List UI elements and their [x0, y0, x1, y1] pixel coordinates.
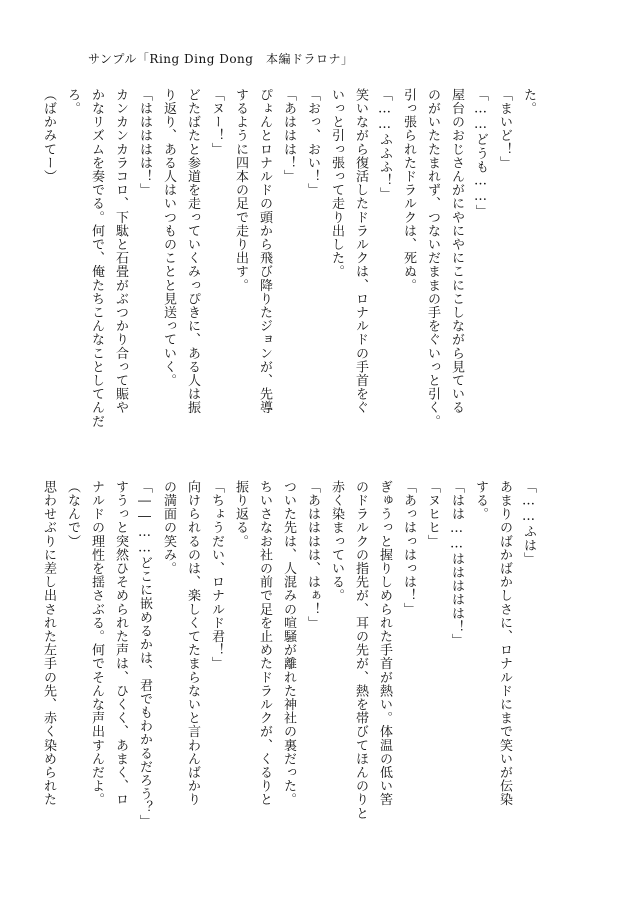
text-line: 屋台のおじさんがにやにやにこにこしながら見ている: [449, 88, 464, 415]
text-line: 「……ふは」: [521, 480, 536, 566]
text-line: 引っ張られたドラルクは、死ぬ。: [401, 88, 416, 292]
text-line: ぴょんとロナルドの頭から飛び降りたジョンが、先導: [257, 88, 272, 415]
text-line: いっと引っ張って走り出した。: [329, 88, 344, 279]
text-line: 笑いながら復活したドラルクは、ロナルドの手首をぐ: [353, 88, 368, 415]
text-line: のドラルクの指先が、耳の先が、熱を帯びてほんのりと: [353, 480, 368, 820]
text-line: の満面の笑み。: [161, 480, 176, 576]
text-line: する。: [473, 480, 488, 521]
text-line: すうっと突然ひそめられた声は、ひくく、あまく、ロ: [113, 480, 128, 807]
text-line: 「あっはっはっは！」: [401, 480, 416, 616]
text-line: ろ。: [65, 88, 80, 116]
text-line: 「ヌー！」: [209, 88, 224, 156]
text-line: 「ヌヒヒ」: [425, 480, 440, 548]
text-line: 「……ふふふ！」: [377, 88, 392, 201]
text-line: り返り、ある人はいつものことと見送っていく。: [161, 88, 176, 388]
text-line: かなリズムを奏でる。何で、俺たちこんなことしてんだ: [89, 88, 104, 428]
text-line: どたばたと参道を走っていくみっぴきに、ある人は振: [185, 88, 200, 415]
text-line: 「ちょうだい、ロナルド君！」: [209, 480, 224, 671]
text-line: 「ははははは！」: [137, 88, 152, 197]
text-line: 思わせぶりに差し出された左手の先、赤く染められた: [41, 480, 56, 807]
text-line: 「……どうも……」: [473, 88, 488, 219]
page-header-title: サンプル「Ring Ding Dong 本編ドラロナ」: [88, 52, 354, 66]
text-line: 「まいど！」: [497, 88, 512, 170]
text-line: 向けられるのは、楽しくてたまらないと言わんばかり: [185, 480, 200, 807]
text-line: ナルドの理性を揺さぶる。何でそんな声出すんだよ。: [89, 480, 104, 807]
text-line: （なんで）: [65, 480, 80, 548]
text-block-bottom: [41, 480, 540, 830]
text-line: 赤く染まっている。: [329, 480, 344, 603]
text-line: 「あははは！」: [281, 88, 296, 184]
text-line: 「はは……ははははは！」: [449, 480, 464, 648]
text-line: カンカンカラコロ、下駄と石畳がぶつかり合って賑や: [113, 88, 128, 415]
text-line: 「あはははは、はぁ！」: [305, 480, 320, 630]
text-line: するように四本の足で走り出す。: [233, 88, 248, 292]
text-line: ついた先は、人混みの喧騒が離れた神社の裏だった。: [281, 480, 296, 807]
text-line: あまりのばかばかしさに、ロナルドにまで笑いが伝染: [497, 480, 512, 807]
text-line: ちいさなお社の前で足を止めたドラルクが、くるりと: [257, 480, 272, 807]
text-line: 「おっ、おい！」: [305, 88, 320, 197]
text-line: 振り返る。: [233, 480, 248, 548]
text-line: 「――……どこに嵌めるかは、君でもわかるだろう？」: [137, 480, 152, 828]
text-line: のがいたたまれず、つないだままの手をぐいっと引く。: [425, 88, 440, 428]
text-block-top: [41, 88, 540, 438]
text-line: た。: [521, 88, 536, 116]
text-line: ぎゅうっと握りしめられた手首が熱い。体温の低い筈: [377, 480, 392, 807]
text-line: （ばかみてー）: [41, 88, 56, 184]
